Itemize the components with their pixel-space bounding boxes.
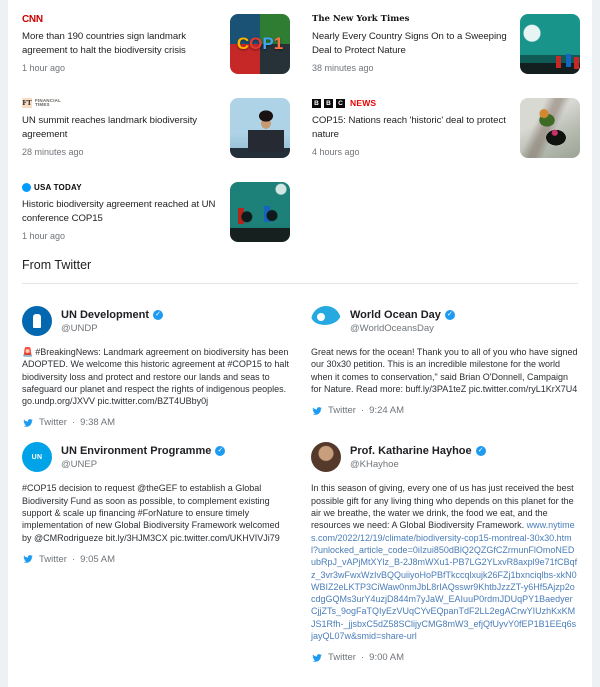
avatar-undp[interactable] (22, 306, 52, 336)
usa-today-dot-icon (22, 183, 31, 192)
tweet-time: 9:00 AM (369, 652, 405, 664)
financial-times-logo (22, 98, 226, 108)
tweet-source: Twitter (39, 417, 67, 429)
news-text-block (22, 14, 226, 74)
tweet-header (311, 306, 578, 336)
usa-today-logo-text: USA TODAY (34, 182, 82, 192)
news-card-usa-today[interactable] (22, 182, 290, 242)
verified-badge-icon: ✓ (445, 310, 455, 320)
usa-today-logo (22, 182, 226, 192)
news-thumbnail-cop15-logo[interactable] (230, 14, 290, 74)
news-text-block (312, 98, 516, 158)
news-thumbnail-official-with-gavel-photo[interactable] (230, 98, 290, 158)
avatar-katharine-hayhoe[interactable] (311, 442, 341, 472)
section-title: From Twitter (22, 258, 92, 272)
tweet-author-name[interactable]: UN Environment Programme (61, 444, 212, 457)
bbc-news-label: NEWS (350, 98, 377, 108)
wave-icon (311, 306, 341, 325)
tweet-footer (22, 554, 289, 565)
twitter-section (22, 256, 578, 663)
tweet-text: #COP15 decision to request @theGEF to establish a Global Biodiversity Fund as soon as possible, to complement existing support & scale up financing #ForNature to ensure timely implementation of new Global Biodiversity Framework welcomed by @CMRodrigueze bit.ly/3HJM3CX pic.twitter.com/UKHVIVJi79 (22, 483, 280, 543)
bbc-news-logo (312, 98, 516, 108)
tweet-identity (61, 445, 225, 470)
tweet-identity (350, 445, 486, 470)
tweets-grid (22, 306, 578, 663)
twitter-bird-icon (22, 554, 34, 564)
tweet-card-undp[interactable] (22, 306, 289, 428)
bbc-logo-block: B (324, 99, 333, 108)
separator-dot: · (71, 553, 76, 565)
tweet-header (311, 442, 578, 472)
verified-badge-icon: ✓ (153, 310, 163, 320)
tweet-body (22, 482, 289, 543)
undp-logo-icon (33, 314, 41, 328)
news-timestamp: 1 hour ago (22, 231, 66, 241)
news-thumbnail-press-conference-photo[interactable] (230, 182, 290, 242)
verified-badge-icon: ✓ (215, 446, 225, 456)
cop15-artwork-letters (230, 14, 290, 74)
bbc-logo-block: C (336, 99, 345, 108)
tweet-footer (311, 405, 578, 416)
news-card-bbc[interactable] (312, 98, 580, 158)
tweet-author-name[interactable]: UN Development (61, 308, 150, 321)
news-card-cnn[interactable] (22, 14, 290, 74)
twitter-bird-icon (311, 406, 323, 416)
unep-logo-text: UN (31, 453, 43, 461)
tweet-article-link[interactable]: www.nytimes.com/2022/12/19/climate/biodiversity-cop15-montreal-30x30.html?unlocked_article_code=0iIzui850dBlQ2QZGfCZrmunFlOmoNEDubRpJ_vAPjMtXYlz_B-2J8mWXu1-PB7LG2YLxvR8axpl9e71fCBqfz_3vr3wFwxWzIvBQQuiiyoHoPBfTkccqlxujk26FZj1bxnciqlbs-xkN0WBIZ2eLKTP3CiWaw0nmJbL8rIAQsswr9KhtbJzzZT-y6Hf5Ajzp2ocdgGQMs3urY4uzjD844m7yJaW_EAIuuP0rdmJDUqPY1BaedyerCjjZTs_9ogFaTQIyEzVUqCYvEQpanTdF2LL2egACrwYIUzhKxKMJS1Rfh-_jjsbxC5dZ58SClijyCMG8mW3_efjQfUyvY0fEP1B1EEq6sjayQL07w&smid=share-url (311, 520, 578, 642)
news-grid (22, 14, 578, 242)
nyt-logo (312, 14, 516, 24)
cop-letter: 1 (273, 34, 284, 53)
ft-logo-box: FT (22, 99, 32, 107)
tweet-time: 9:05 AM (80, 553, 116, 565)
separator-dot: · (360, 405, 365, 417)
news-timestamp: 28 minutes ago (22, 147, 84, 157)
news-headline[interactable]: Historic biodiversity agreement reached at UN conference COP15 (22, 199, 216, 224)
news-timestamp: 4 hours ago (312, 147, 360, 157)
tweet-identity (61, 309, 163, 334)
twitter-bird-icon (311, 653, 323, 663)
tweet-author-name[interactable]: World Ocean Day (350, 308, 441, 321)
tweet-time: 9:38 AM (80, 417, 116, 429)
separator-dot: · (71, 417, 76, 429)
tweet-identity (350, 309, 455, 334)
ft-logo-words (35, 99, 61, 108)
wave-curl-icon (317, 313, 325, 321)
twitter-bird-icon (22, 418, 34, 428)
news-headline[interactable]: UN summit reaches landmark biodiversity agreement (22, 115, 198, 140)
news-timestamp: 1 hour ago (22, 63, 66, 73)
tweet-body (22, 346, 289, 407)
tweet-card-world-ocean-day[interactable] (311, 306, 578, 416)
bbc-logo-block: B (312, 99, 321, 108)
tweet-footer (311, 652, 578, 663)
separator-dot: · (360, 652, 365, 664)
tweet-text: Great news for the ocean! Thank you to all of you who have signed our 30x30 petition. This is an incredible milestone for the world when it comes to conservation," said Brian O'Donnell, Campaign for Nature. Read more: buff.ly/3PA1teZ pic.twitter.com/ryL1KrX7U4 (311, 347, 578, 394)
news-headline[interactable]: More than 190 countries sign landmark agreement to halt the biodiversity crisis (22, 31, 186, 56)
news-headline[interactable]: COP15: Nations reach 'historic' deal to protect nature (312, 115, 506, 140)
avatar-world-ocean-day[interactable] (311, 306, 341, 336)
tweet-author-name[interactable]: Prof. Katharine Hayhoe (350, 444, 472, 457)
tweet-header (22, 306, 289, 336)
tweet-author-handle: @UNDP (61, 322, 98, 334)
tweet-card-unep[interactable] (22, 442, 289, 564)
news-card-nyt[interactable] (312, 14, 580, 74)
ft-logo-line1: FINANCIAL (35, 97, 62, 103)
nyt-logo-text: The New York Times (312, 14, 410, 24)
verified-badge-icon: ✓ (476, 446, 486, 456)
news-thumbnail-hummingbird-photo[interactable] (520, 98, 580, 158)
news-page (8, 0, 592, 687)
tweet-author-handle: @UNEP (61, 458, 98, 470)
tweet-text: In this season of giving, every one of us has just received the best possible gift for any living thing who depends on this planet for the air we breathe, the water we drink, the food we eat, and the resources we need: A Global Biodiversity Framework. (311, 483, 574, 531)
news-text-block (22, 98, 226, 158)
cop-letter: P (262, 34, 274, 53)
news-section (22, 14, 578, 242)
tweet-body (311, 482, 578, 642)
cnn-logo (22, 14, 226, 24)
tweet-time: 9:24 AM (369, 405, 405, 417)
tweet-text: #BreakingNews: Landmark agreement on biodiversity has been ADOPTED. We welcome this historic agreement at #COP15 to halt biodiversity loss and protect and restore our lands and seas to safeguard our planet and respect the rights of indigenous peoples. go.undp.org/JXVV pic.twitter.com/BZT4UBby0j (22, 347, 289, 407)
tweet-source: Twitter (328, 652, 356, 664)
tweet-source: Twitter (328, 405, 356, 417)
section-divider (22, 283, 578, 284)
news-thumbnail-cop15-stage-photo[interactable] (520, 14, 580, 74)
siren-emoji: 🚨 (22, 347, 34, 357)
news-text-block (22, 182, 226, 242)
tweet-footer (22, 417, 289, 428)
news-timestamp: 38 minutes ago (312, 63, 374, 73)
ft-logo-line2: TIMES (35, 102, 50, 107)
tweet-author-handle: @WorldOceansDay (350, 322, 434, 334)
tweet-card-hayhoe[interactable] (311, 442, 578, 663)
cop-letter: O (249, 34, 263, 53)
news-card-ft[interactable] (22, 98, 290, 158)
tweet-body (311, 346, 578, 395)
tweet-header (22, 442, 289, 472)
news-headline[interactable]: Nearly Every Country Signs On to a Sweeping Deal to Protect Nature (312, 31, 507, 56)
avatar-unep[interactable] (22, 442, 52, 472)
cnn-logo-text: CNN (22, 13, 43, 25)
tweet-author-handle: @KHayhoe (350, 458, 399, 470)
tweet-source: Twitter (39, 553, 67, 565)
cop-letter: C (236, 34, 250, 53)
news-text-block (312, 14, 516, 74)
